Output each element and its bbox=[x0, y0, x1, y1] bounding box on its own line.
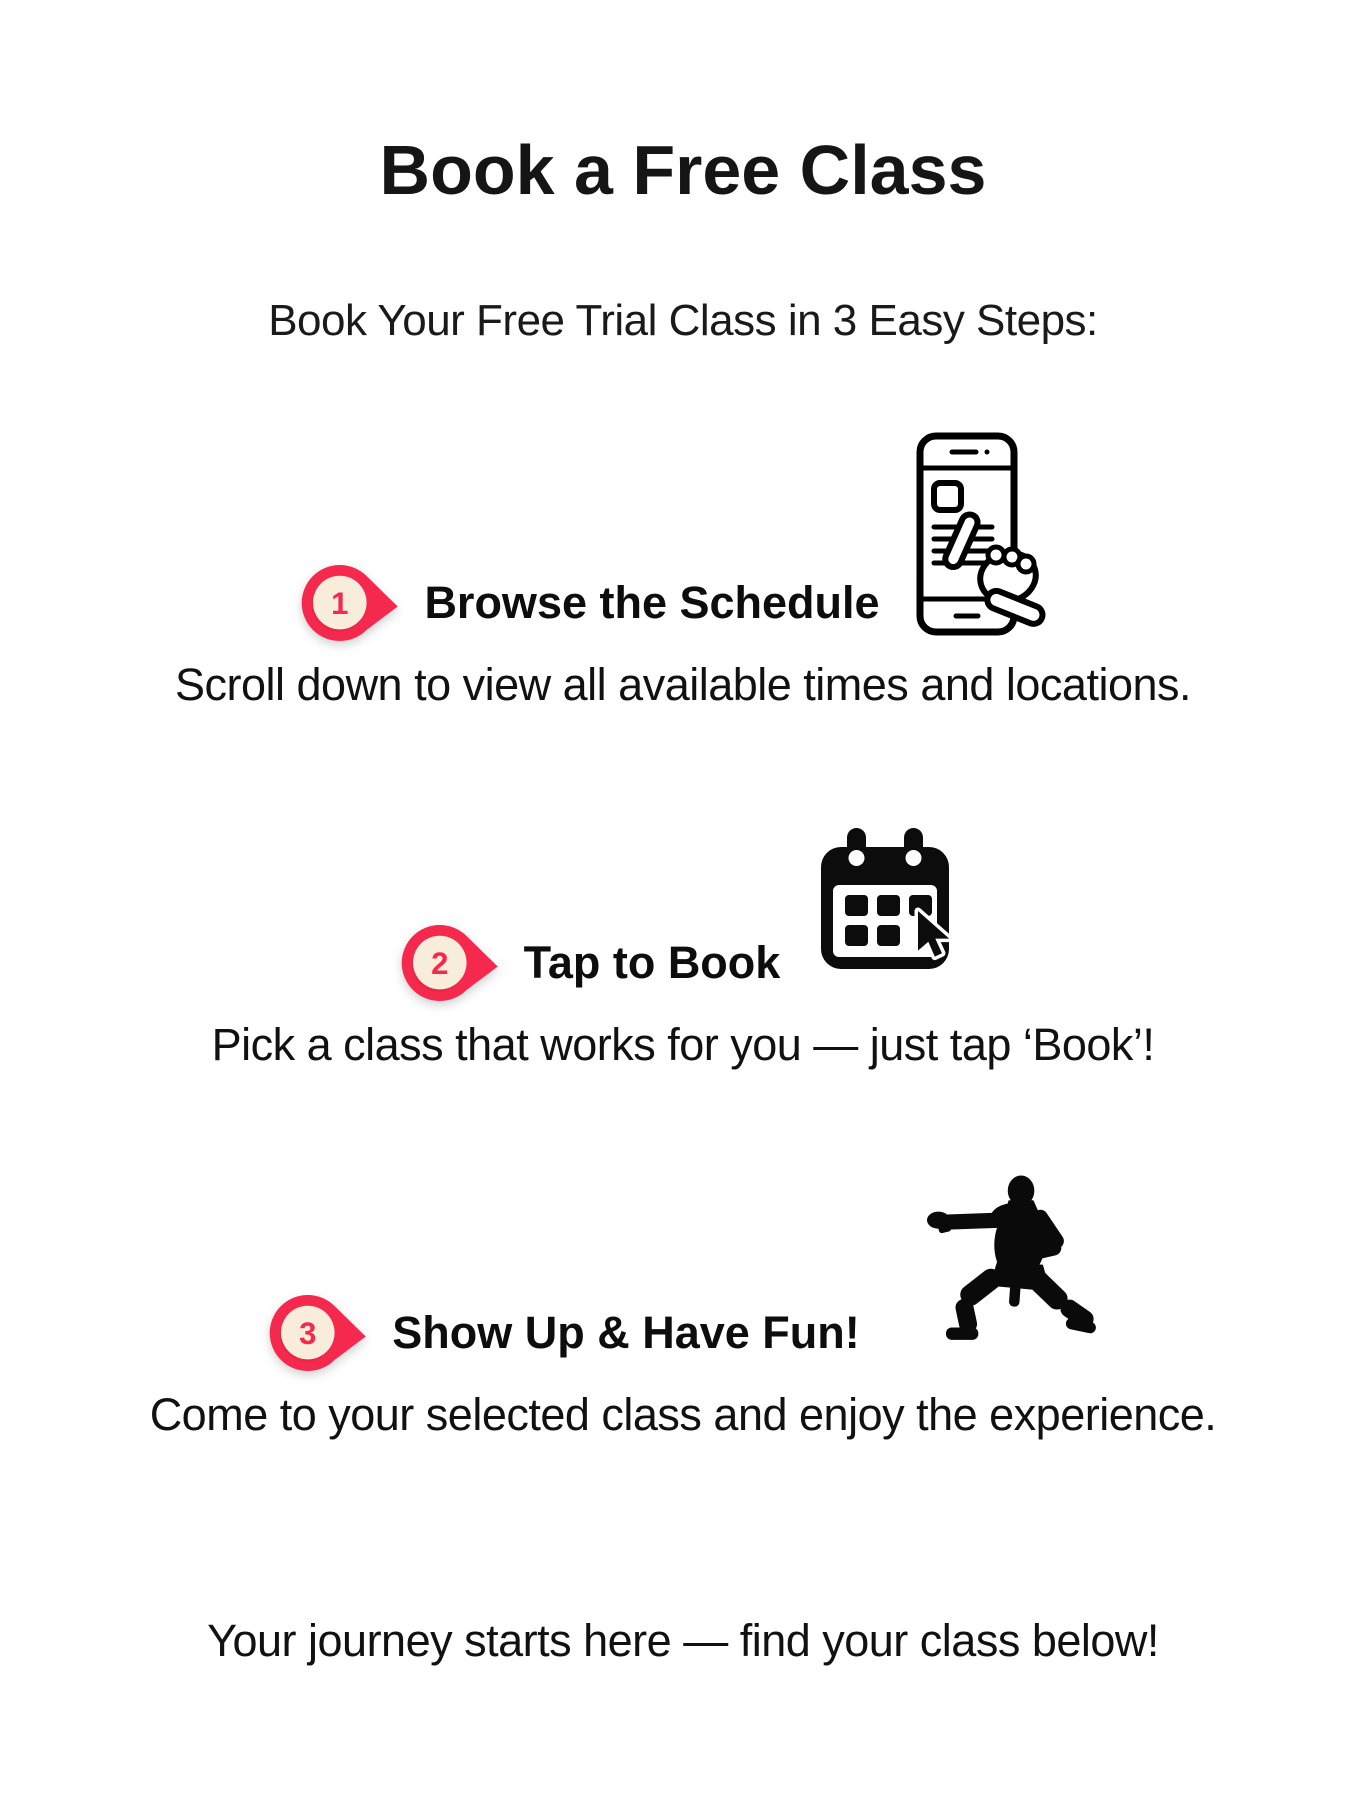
step-2-description: Pick a class that works for you — just tap ‘Book’! bbox=[211, 1018, 1155, 1070]
step-3-title: Show Up & Have Fun! bbox=[392, 1306, 860, 1358]
step-show-up bbox=[0, 1283, 1366, 1443]
step-1-number: 1 bbox=[331, 585, 349, 621]
step-1-description: Scroll down to view all available times and locations. bbox=[174, 658, 1192, 710]
footer-cta-text: Your journey starts here — find your class below! bbox=[207, 1614, 1159, 1666]
step-2-number: 2 bbox=[430, 945, 449, 981]
step-2-heading-row bbox=[0, 913, 1366, 1013]
step-3-number-badge bbox=[268, 1290, 370, 1376]
step-2-title: Tap to Book bbox=[523, 936, 781, 988]
page-title: Book a Free Class bbox=[379, 131, 987, 209]
step-1-title: Browse the Schedule bbox=[424, 576, 880, 628]
step-3-description: Come to your selected class and enjoy the experience. bbox=[149, 1388, 1217, 1440]
step-tap-to-book bbox=[0, 913, 1366, 1073]
step-2-number-badge bbox=[400, 920, 502, 1006]
karate-pose-icon bbox=[908, 1166, 1098, 1356]
intro-text: Book Your Free Trial Class in 3 Easy Steps: bbox=[268, 295, 1098, 345]
step-1-heading-row bbox=[0, 553, 1366, 653]
step-browse-schedule bbox=[0, 553, 1366, 713]
phone-tap-icon bbox=[916, 431, 1066, 641]
step-1-number-badge bbox=[300, 560, 402, 646]
step-3-heading-row bbox=[0, 1283, 1366, 1383]
calendar-click-icon bbox=[816, 825, 966, 985]
step-3-number: 3 bbox=[299, 1315, 317, 1351]
